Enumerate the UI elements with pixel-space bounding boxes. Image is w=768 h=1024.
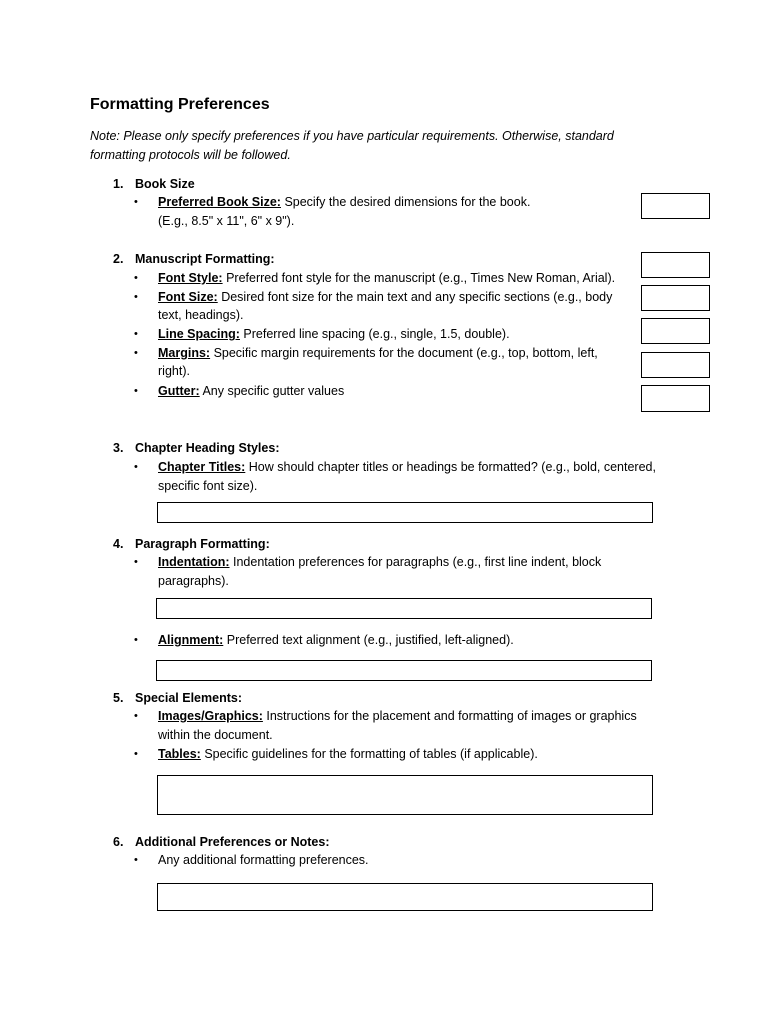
section-3-title: Chapter Heading Styles: [135, 441, 280, 455]
additional-preferences-item: Any additional formatting preferences. [158, 853, 369, 867]
item-text: Specify the desired dimensions for the book. [280, 195, 531, 209]
section-4-title: Paragraph Formatting: [135, 537, 270, 551]
item-text: Desired font size for the main text and any specific sections (e.g., body [217, 290, 613, 304]
book-size-input[interactable] [641, 193, 710, 219]
item-text: Preferred font style for the manuscript (e.g., Times New Roman, Arial). [222, 271, 616, 285]
item-label: Images/Graphics: [158, 709, 263, 723]
section-2-title: Manuscript Formatting: [135, 252, 275, 266]
item-text: Specific guidelines for the formatting of tables (if applicable). [200, 747, 538, 761]
book-size-item [158, 193, 530, 211]
section-5-title: Special Elements: [135, 691, 242, 705]
item-label: Gutter: [158, 384, 200, 398]
item-text: Preferred line spacing (e.g., single, 1.5, double). [239, 327, 510, 341]
item-text: Instructions for the placement and formatting of images or graphics [262, 709, 637, 723]
gutter-input[interactable] [641, 385, 710, 412]
bullet-icon: • [134, 461, 138, 473]
bullet-icon: • [134, 634, 138, 646]
font-style-input[interactable] [641, 252, 710, 278]
indentation-item [158, 553, 601, 571]
special-elements-input[interactable] [157, 775, 653, 815]
item-label: Indentation: [158, 555, 230, 569]
margins-item [158, 344, 598, 362]
note-line-1: Note: Please only specify preferences if you have particular requirements. Otherwise, standard [90, 129, 614, 143]
item-label: Alignment: [158, 633, 224, 647]
indentation-input[interactable] [156, 598, 652, 619]
section-4-number: 4. [113, 537, 124, 551]
section-6-number: 6. [113, 835, 124, 849]
bullet-icon: • [134, 385, 138, 397]
item-label: Chapter Titles: [158, 460, 246, 474]
bullet-icon: • [134, 196, 138, 208]
bullet-icon: • [134, 710, 138, 722]
alignment-item [158, 631, 514, 649]
bullet-icon: • [134, 556, 138, 568]
item-label: Margins: [158, 346, 211, 360]
bullet-icon: • [134, 272, 138, 284]
alignment-input[interactable] [156, 660, 652, 681]
bullet-icon: • [134, 328, 138, 340]
bullet-icon: • [134, 347, 138, 359]
item-label: Preferred Book Size: [158, 195, 281, 209]
chapter-titles-input[interactable] [157, 502, 653, 523]
margins-item-cont: right). [158, 364, 190, 378]
font-size-input[interactable] [641, 285, 710, 311]
page-title: Formatting Preferences [90, 96, 270, 113]
indentation-item-cont: paragraphs). [158, 574, 229, 588]
book-size-item-cont: (E.g., 8.5" x 11", 6" x 9"). [158, 214, 295, 228]
section-3-number: 3. [113, 441, 124, 455]
section-1-title: Book Size [135, 177, 195, 191]
item-label: Line Spacing: [158, 327, 240, 341]
bullet-icon: • [134, 854, 138, 866]
chapter-titles-item [158, 458, 656, 476]
margins-input[interactable] [641, 352, 710, 378]
item-text: Indentation preferences for paragraphs (e.g., first line indent, block [229, 555, 602, 569]
bullet-icon: • [134, 748, 138, 760]
gutter-item [158, 382, 344, 400]
section-6-title: Additional Preferences or Notes: [135, 835, 330, 849]
line-spacing-item [158, 325, 510, 343]
item-text: How should chapter titles or headings be formatted? (e.g., bold, centered, [245, 460, 656, 474]
section-2-number: 2. [113, 252, 124, 266]
item-text: Any specific gutter values [199, 384, 345, 398]
section-5-number: 5. [113, 691, 124, 705]
line-spacing-input[interactable] [641, 318, 710, 344]
images-graphics-item-cont: within the document. [158, 728, 273, 742]
chapter-titles-item-cont: specific font size). [158, 479, 258, 493]
item-text: Preferred text alignment (e.g., justified, left-aligned). [223, 633, 514, 647]
font-size-item [158, 288, 612, 306]
section-1-number: 1. [113, 177, 124, 191]
item-text: Specific margin requirements for the document (e.g., top, bottom, left, [210, 346, 598, 360]
tables-item [158, 745, 538, 763]
item-label: Font Size: [158, 290, 218, 304]
images-graphics-item [158, 707, 637, 725]
font-size-item-cont: text, headings). [158, 308, 244, 322]
note-line-2: formatting protocols will be followed. [90, 148, 291, 162]
bullet-icon: • [134, 291, 138, 303]
item-label: Tables: [158, 747, 201, 761]
font-style-item [158, 269, 615, 287]
item-label: Font Style: [158, 271, 223, 285]
additional-preferences-input[interactable] [157, 883, 653, 911]
